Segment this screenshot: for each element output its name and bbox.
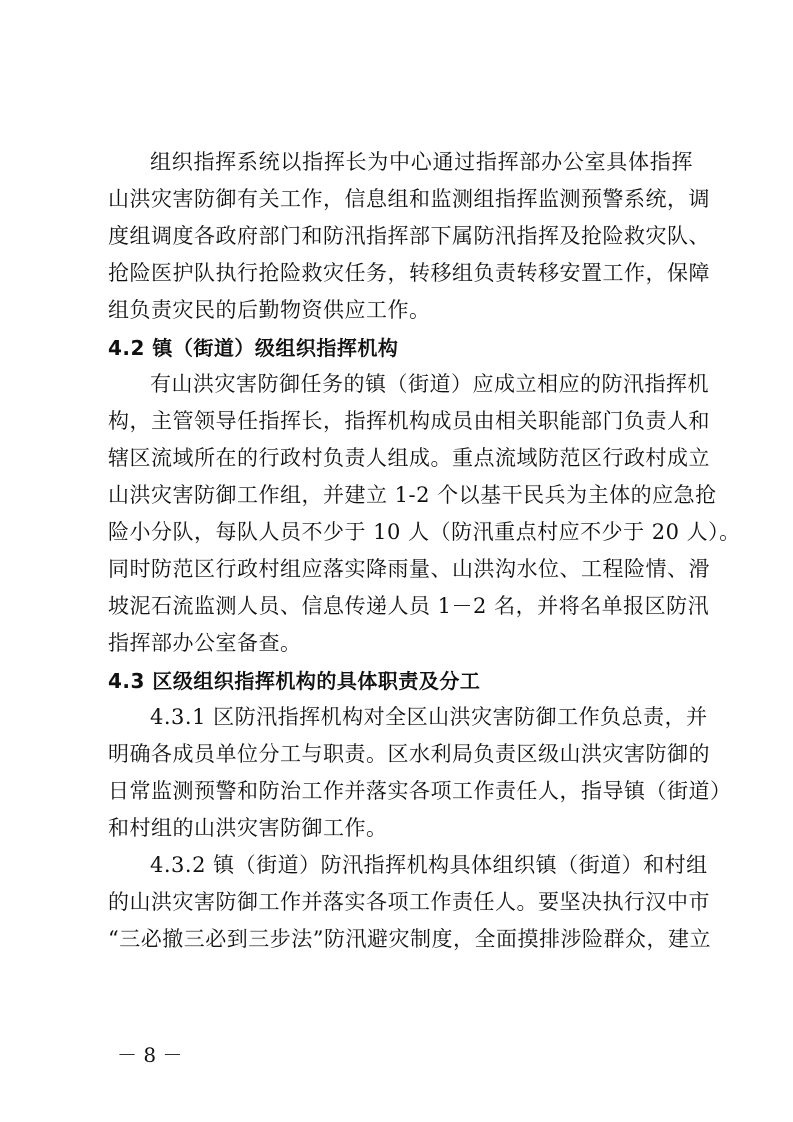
paragraph-line: 4.3.2 镇（街道）防汛指挥机构具体组织镇（街道）和村组 (150, 853, 708, 877)
paragraph-line: 4.3.1 区防汛指挥机构对全区山洪灾害防御工作负总责，并 (150, 705, 708, 729)
section-heading-4-2: 4.2 镇（街道）级组织指挥机构 (108, 336, 399, 360)
paragraph-line: 度组调度各政府部门和防汛指挥部下属防汛指挥及抢险救灾队、 (108, 224, 710, 248)
page-number: － 8 － (117, 1043, 183, 1067)
paragraph-line: 指挥部办公室备查。 (108, 631, 302, 655)
paragraph-line: 明确各成员单位分工与职责。区水利局负责区级山洪灾害防御的 (108, 742, 710, 766)
paragraph-line: 日常监测预警和防治工作并落实各项工作责任人，指导镇（街道） (108, 779, 732, 803)
paragraph-line: 构，主管领导任指挥长，指挥机构成员由相关职能部门负责人和 (108, 409, 710, 433)
paragraph-line: 山洪灾害防御有关工作，信息组和监测组指挥监测预警系统，调 (108, 187, 710, 211)
paragraph-line: “三必撤三必到三步法”防汛避灾制度，全面摸排涉险群众，建立 (108, 927, 711, 951)
paragraph-line: 坡泥石流监测人员、信息传递人员 1－2 名，并将名单报区防汛 (108, 594, 710, 618)
paragraph-line: 和村组的山洪灾害防御工作。 (108, 816, 388, 840)
paragraph-line: 抢险医护队执行抢险救灾任务，转移组负责转移安置工作，保障 (108, 261, 710, 285)
paragraph-line: 有山洪灾害防御任务的镇（街道）应成立相应的防汛指挥机 (150, 372, 709, 396)
section-heading-4-3: 4.3 区级组织指挥机构的具体职责及分工 (108, 669, 481, 693)
paragraph-line: 组负责灾民的后勤物资供应工作。 (108, 298, 431, 322)
paragraph-line: 山洪灾害防御工作组，并建立 1-2 个以基干民兵为主体的应急抢 (108, 483, 717, 507)
paragraph-line: 险小分队，每队人员不少于 10 人（防汛重点村应不少于 20 人）。 (108, 520, 741, 544)
paragraph-line: 的山洪灾害防御工作并落实各项工作责任人。要坚决执行汉中市 (108, 890, 710, 914)
paragraph-line: 组织指挥系统以指挥长为中心通过指挥部办公室具体指挥 (150, 150, 693, 174)
paragraph-line: 同时防范区行政村组应落实降雨量、山洪沟水位、工程险情、滑 (108, 557, 710, 581)
paragraph-line: 辖区流域所在的行政村负责人组成。重点流域防范区行政村成立 (108, 446, 710, 470)
